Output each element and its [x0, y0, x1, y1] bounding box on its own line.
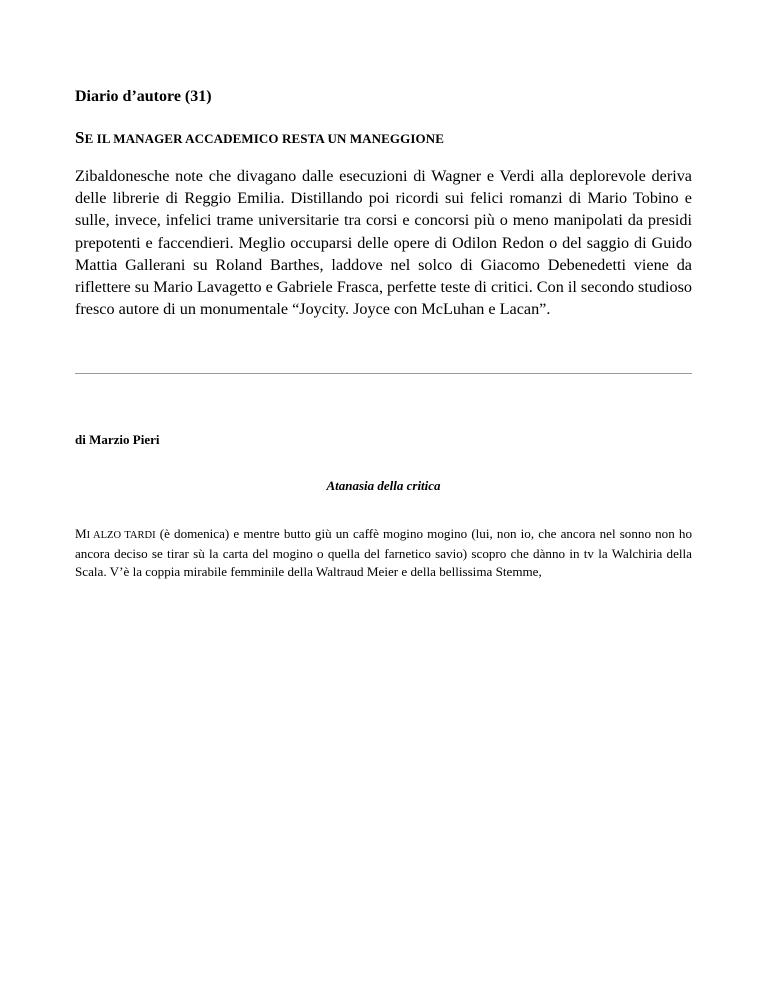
article-headline — [75, 128, 444, 149]
author-byline: di Marzio Pieri — [75, 432, 160, 447]
body-lead-initial: M — [75, 526, 87, 541]
body-lead-small-caps: I ALZO TARDI — [86, 530, 156, 541]
series-title: Diario d’autore (31) — [75, 88, 212, 105]
body-text-content: (è domenica) e mentre butto giù un caffè mogino mogino (lui, non io, che ancora nel sonno non ho ancora deciso se tirar sù la carta del mogino o quella del farnetico savio) scopro che dànno in tv la Walchiria della Scala. V’è la coppia mirabile femminile della Waltraud Meier e della bellissima Stemme, — [75, 526, 692, 580]
article-abstract: Zibaldonesche note che divagano dalle esecuzioni di Wagner e Verdi alla deplorevole deriva delle librerie di Reggio Emilia. Distillando poi ricordi sui felici romanzi di Mario Tobino e sulle, invece, infelici trame universitarie tra corsi e concorsi più o meno manipolati da presidi prepotenti e faccendieri. Meglio occuparsi delle opere di Odilon Redon o del saggio di Guido Mattia Gallerani su Roland Barthes, laddove nel solco di Giacomo Debenedetti viene da riflettere su Mario Lavagetto e Gabriele Frasca, perfette teste di critici. Con il secondo studioso fresco autore di un monumentale “Joycity. Joyce con McLuhan e Lacan”. — [75, 167, 692, 319]
section-heading: Atanasia della critica — [326, 478, 441, 493]
horizontal-divider — [75, 373, 692, 374]
headline-rest: E IL MANAGER ACCADEMICO RESTA UN MANEGGIONE — [84, 131, 444, 146]
body-paragraph — [75, 525, 692, 582]
headline-initial: S — [75, 128, 85, 147]
